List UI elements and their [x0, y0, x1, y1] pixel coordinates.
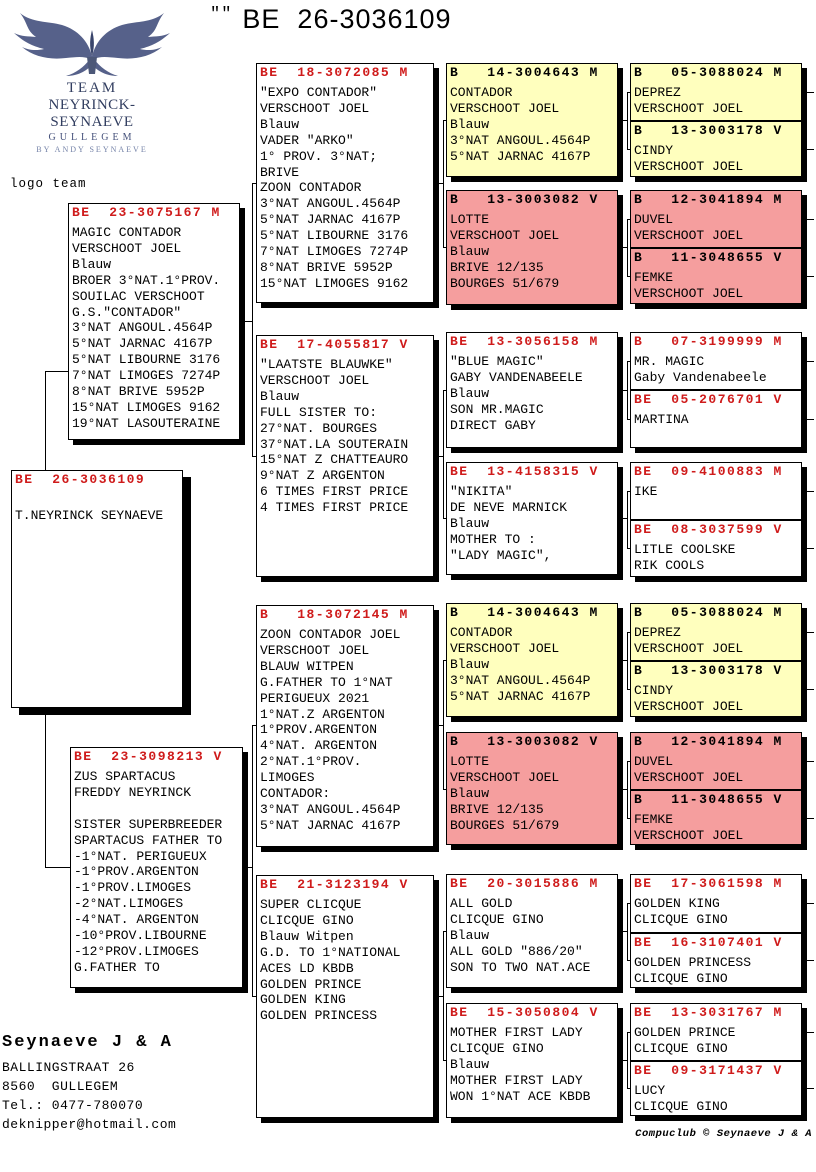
- connector-line: [45, 371, 46, 471]
- pedigree-line: 5°NAT LIBOURNE 3176: [72, 352, 221, 368]
- connector-line: [252, 725, 253, 997]
- pedigree-line: 1°NAT.Z ARGENTON: [260, 706, 385, 722]
- pedigree-box-c4b15: [630, 1003, 802, 1061]
- pedigree-line: "LADY MAGIC",: [450, 547, 552, 563]
- ring-number: BE 26-3036109: [15, 472, 146, 487]
- pedigree-line: 2°NAT.1°PROV.: [260, 754, 362, 770]
- pedigree-line: 15°NAT Z CHATTEAURO: [260, 452, 409, 468]
- pedigree-box-c4b5: [630, 332, 802, 390]
- owner-name: Seynaeve J & A: [2, 1033, 173, 1052]
- connector-line: [806, 761, 814, 762]
- connector-line: [806, 149, 814, 150]
- pedigree-line: 3°NAT ANGOUL.4564P: [260, 196, 401, 212]
- ring-number: B 05-3088024 M: [634, 605, 783, 620]
- pedigree-line: DIRECT GABY: [450, 417, 536, 433]
- pedigree-line: Blauw: [450, 243, 490, 259]
- pedigree-line: -12°PROV.LIMOGES: [74, 943, 199, 959]
- pedigree-line: GABY VANDENABEELE: [450, 369, 583, 385]
- pedigree-line: Blauw: [450, 656, 490, 672]
- pedigree-line: "NIKITA": [450, 484, 513, 499]
- ring-number: BE 13-3031767 M: [634, 1005, 783, 1020]
- pedigree-line: SISTER SUPERBREEDER: [74, 816, 223, 832]
- pedigree-line: BRIVE 12/135: [450, 259, 544, 275]
- ring-number: B 13-3003178 V: [634, 123, 783, 138]
- pedigree-line: G.D. TO 1°NATIONAL: [260, 944, 401, 960]
- connector-line: [252, 183, 253, 457]
- ring-number: BE 23-3098213 V: [74, 749, 223, 764]
- pedigree-line: GOLDEN PRINCE: [634, 1025, 736, 1040]
- ring-number: BE 18-3072085 M: [260, 65, 409, 80]
- pedigree-line: VERSCHOOT JOEL: [634, 827, 744, 843]
- pedigree-line: Blauw: [450, 785, 490, 801]
- pedigree-line: VERSCHOOT JOEL: [450, 227, 560, 243]
- pedigree-line: LIMOGES: [260, 770, 315, 786]
- pedigree-line: 4 TIMES FIRST PRICE: [260, 500, 409, 516]
- connector-line: [627, 491, 628, 549]
- connector-line: [806, 818, 814, 819]
- bird-logo-icon: [12, 10, 172, 82]
- pedigree-line: GOLDEN KING: [260, 992, 346, 1008]
- pedigree-line: FEMKE: [634, 812, 674, 827]
- connector-line: [443, 120, 444, 248]
- pedigree-line: SOUILAC VERSCHOOT: [72, 288, 205, 304]
- pedigree-line: RIK COOLS: [634, 557, 705, 573]
- pedigree-line: 4°NAT. ARGENTON: [260, 738, 378, 754]
- pedigree-line: FULL SISTER TO:: [260, 404, 378, 420]
- pedigree-box-c4b4: [630, 248, 802, 304]
- connector-line: [806, 960, 814, 961]
- title-quotes: "": [210, 5, 233, 24]
- pedigree-line: CINDY: [634, 143, 674, 158]
- pedigree-line: WON 1°NAT ACE KBDB: [450, 1088, 591, 1104]
- pedigree-box-c4b11: [630, 732, 802, 790]
- page-title: [210, 4, 452, 35]
- ring-number: BE 17-3061598 M: [634, 876, 783, 891]
- pedigree-line: ALL GOLD: [450, 896, 513, 911]
- team-logo: [8, 10, 176, 154]
- pedigree-line: -4°NAT. ARGENTON: [74, 912, 199, 928]
- owner-phone: Tel.: 0477-780070: [2, 1098, 144, 1113]
- ring-number: BE 08-3037599 V: [634, 522, 783, 537]
- pedigree-box-c3b3: [446, 332, 618, 448]
- pedigree-line: BRIVE 12/135: [450, 801, 544, 817]
- pedigree-box-c4b16: [630, 1061, 802, 1116]
- pedigree-line: "BLUE MAGIC": [450, 354, 544, 369]
- pedigree-box-c3b8: [446, 1003, 618, 1118]
- pedigree-line: FREDDY NEYRINCK: [74, 784, 192, 800]
- pedigree-line: VERSCHOOT JOEL: [634, 769, 744, 785]
- pedigree-line: 3°NAT ANGOUL.4564P: [72, 320, 213, 336]
- pedigree-line: ACES LD KBDB: [260, 960, 354, 976]
- pedigree-box-c4b14: [630, 933, 802, 988]
- pedigree-line: -2°NAT.LIMOGES: [74, 896, 184, 912]
- pedigree-line: MOTHER FIRST LADY: [450, 1025, 583, 1040]
- pedigree-line: MOTHER TO :: [450, 531, 536, 547]
- ring-number: BE 13-4158315 V: [450, 464, 599, 479]
- pedigree-line: VERSCHOOT JOEL: [450, 100, 560, 116]
- pedigree-line: CLICQUE GINO: [450, 911, 544, 927]
- pedigree-box-c3b5: [446, 603, 618, 717]
- pedigree-line: CLICQUE GINO: [634, 1040, 728, 1056]
- pedigree-line: 3°NAT ANGOUL.4564P: [260, 801, 401, 817]
- pedigree-line: SON MR.MAGIC: [450, 401, 544, 417]
- pedigree-line: VERSCHOOT JOEL: [260, 372, 370, 388]
- pedigree-line: CLICQUE GINO: [450, 1040, 544, 1056]
- pedigree-line: 9°NAT Z ARGENTON: [260, 468, 385, 484]
- pedigree-box-sire: [68, 203, 240, 440]
- connector-line: [806, 419, 814, 420]
- ring-number: BE 21-3123194 V: [260, 877, 409, 892]
- pedigree-box-c2b4: [256, 875, 434, 1118]
- logo-city-text: GULLEGEM: [48, 132, 136, 143]
- connector-line: [443, 390, 444, 519]
- connector-line: [806, 1032, 814, 1033]
- pedigree-line: G.FATHER TO 1°NAT: [260, 674, 393, 690]
- pedigree-line: ZUS SPARTACUS: [74, 769, 176, 784]
- logo-team-text: TEAM: [66, 80, 118, 96]
- compuclub-credit: Compuclub © Seynaeve J & A: [635, 1128, 812, 1140]
- owner-email: deknipper@hotmail.com: [2, 1117, 177, 1132]
- pedigree-line: VERSCHOOT JOEL: [634, 227, 744, 243]
- pedigree-line: VERSCHOOT JOEL: [260, 642, 370, 658]
- pedigree-line: GOLDEN PRINCESS: [260, 1008, 378, 1024]
- pedigree-line: 15°NAT LIMOGES 9162: [72, 399, 221, 415]
- pedigree-line: BROER 3°NAT.1°PROV.: [72, 272, 221, 288]
- pedigree-line: FEMKE: [634, 270, 674, 285]
- pedigree-line: 5°NAT JARNAC 4167P: [72, 336, 213, 352]
- ring-number: BE 15-3050804 V: [450, 1005, 599, 1020]
- pedigree-box-c3b7: [446, 874, 618, 988]
- pedigree-box-c4b10: [630, 661, 802, 717]
- ring-number: B 13-3003178 V: [634, 663, 783, 678]
- ring-number: B 18-3072145 M: [260, 607, 409, 622]
- pedigree-box-c2b2: [256, 335, 434, 577]
- ring-number: B 14-3004643 M: [450, 605, 599, 620]
- pedigree-line: VERSCHOOT JOEL: [634, 640, 744, 656]
- pedigree-line: VERSCHOOT JOEL: [450, 640, 560, 656]
- pedigree-line: Blauw: [450, 927, 490, 943]
- pedigree-line: SPARTACUS FATHER TO: [74, 832, 223, 848]
- ring-number: B 13-3003082 V: [450, 192, 599, 207]
- pedigree-line: -1°NAT. PERIGUEUX: [74, 848, 207, 864]
- pedigree-line: LOTTE: [450, 212, 490, 227]
- pedigree-line: 19°NAT LASOUTERAINE: [72, 415, 221, 431]
- pedigree-line: BLAUW WITPEN: [260, 658, 354, 674]
- pedigree-box-subject: [11, 470, 183, 708]
- pedigree-line: MAGIC CONTADOR: [72, 225, 182, 240]
- connector-line: [45, 867, 71, 868]
- connector-line: [806, 361, 814, 362]
- pedigree-line: VERSCHOOT JOEL: [634, 698, 744, 714]
- ring-number: B 14-3004643 M: [450, 65, 599, 80]
- pedigree-line: Gaby Vandenabeele: [634, 369, 767, 385]
- pedigree-line: 7°NAT LIMOGES 7274P: [260, 244, 409, 260]
- pedigree-line: 3°NAT ANGOUL.4564P: [450, 672, 591, 688]
- pedigree-line: CLICQUE GINO: [634, 1098, 728, 1114]
- pedigree-line: VERSCHOOT JOEL: [72, 240, 182, 256]
- pedigree-box-c3b2: [446, 190, 618, 305]
- ring-number: B 05-3088024 M: [634, 65, 783, 80]
- connector-line: [443, 660, 444, 790]
- title-ring: BE 26-3036109: [242, 4, 452, 34]
- connector-line: [806, 548, 814, 549]
- pedigree-line: 5°NAT JARNAC 4167P: [450, 148, 591, 164]
- pedigree-line: G.FATHER TO: [74, 959, 160, 975]
- ring-number: BE 20-3015886 M: [450, 876, 599, 891]
- pedigree-line: VERSCHOOT JOEL: [634, 285, 744, 301]
- pedigree-line: MR. MAGIC: [634, 354, 705, 369]
- pedigree-line: GOLDEN PRINCESS: [634, 955, 752, 970]
- ring-number: BE 17-4055817 V: [260, 337, 409, 352]
- pedigree-line: ZOON CONTADOR JOEL: [260, 627, 401, 642]
- pedigree-box-c4b3: [630, 190, 802, 248]
- connector-line: [806, 903, 814, 904]
- connector-line: [806, 632, 814, 633]
- pedigree-box-c4b13: [630, 874, 802, 933]
- pedigree-line: Blauw: [260, 388, 300, 404]
- ring-number: BE 05-2076701 V: [634, 392, 783, 407]
- pedigree-line: 5°NAT JARNAC 4167P: [260, 212, 401, 228]
- pedigree-line: "LAATSTE BLAUWKE": [260, 357, 393, 372]
- pedigree-line: 1° PROV. 3°NAT;: [260, 148, 378, 164]
- connector-line: [45, 371, 69, 372]
- pedigree-line: Blauw: [72, 256, 112, 272]
- pedigree-line: LOTTE: [450, 754, 490, 769]
- pedigree-line: DUVEL: [634, 212, 674, 227]
- ring-number: B 13-3003082 V: [450, 734, 599, 749]
- ring-number: BE 09-3171437 V: [634, 1063, 783, 1078]
- pedigree-box-dam: [70, 747, 243, 988]
- connector-line: [806, 689, 814, 690]
- pedigree-line: BOURGES 51/679: [450, 275, 560, 291]
- pedigree-box-c3b4: [446, 462, 618, 575]
- pedigree-line: Blauw: [450, 116, 490, 132]
- connector-line: [627, 903, 628, 961]
- ring-number: B 11-3048655 V: [634, 250, 783, 265]
- owner-address2: 8560 GULLEGEM: [2, 1079, 119, 1094]
- pedigree-line: CONTADOR:: [260, 786, 331, 802]
- pedigree-line: VERSCHOOT JOEL: [450, 769, 560, 785]
- pedigree-line: Blauw Witpen: [260, 928, 354, 944]
- logo-by-text: BY ANDY SEYNAEVE: [36, 145, 148, 154]
- pedigree-line: 7°NAT LIMOGES 7274P: [72, 368, 221, 384]
- pedigree-line: [74, 801, 242, 817]
- ring-number: BE 09-4100883 M: [634, 464, 783, 479]
- ring-number: BE 13-3056158 M: [450, 334, 599, 349]
- pedigree-line: SON TO TWO NAT.ACE: [450, 959, 591, 975]
- pedigree-line: G.S."CONTADOR": [72, 304, 182, 320]
- pedigree-line: GOLDEN KING: [634, 896, 720, 911]
- connector-line: [806, 491, 814, 492]
- pedigree-line: 1°PROV.ARGENTON: [260, 722, 378, 738]
- pedigree-line: 37°NAT.LA SOUTERAIN: [260, 436, 409, 452]
- pedigree-line: 5°NAT JARNAC 4167P: [260, 817, 401, 833]
- pedigree-line: -1°PROV.ARGENTON: [74, 864, 199, 880]
- pedigree-line: CONTADOR: [450, 625, 513, 640]
- pedigree-line: VERSCHOOT JOEL: [634, 158, 744, 174]
- pedigree-line: LUCY: [634, 1083, 666, 1098]
- pedigree-line: Blauw: [450, 1056, 490, 1072]
- connector-line: [627, 1032, 628, 1089]
- pedigree-line: 5°NAT JARNAC 4167P: [450, 688, 591, 704]
- pedigree-line: SUPER CLICQUE: [260, 897, 362, 912]
- ring-number: BE 16-3107401 V: [634, 935, 783, 950]
- pedigree-line: 6 TIMES FIRST PRICE: [260, 484, 409, 500]
- connector-line: [45, 708, 46, 868]
- pedigree-box-c4b9: [630, 603, 802, 661]
- pedigree-line: VERSCHOOT JOEL: [634, 100, 744, 116]
- pedigree-line: CLICQUE GINO: [634, 911, 728, 927]
- pedigree-line: Blauw: [450, 515, 490, 531]
- connector-line: [806, 276, 814, 277]
- pedigree-box-c3b6: [446, 732, 618, 845]
- pedigree-line: MOTHER FIRST LADY: [450, 1072, 583, 1088]
- pedigree-line: GOLDEN PRINCE: [260, 976, 362, 992]
- logo-caption: logo team: [10, 177, 87, 191]
- ring-number: B 07-3199999 M: [634, 334, 783, 349]
- pedigree-line: "EXPO CONTADOR": [260, 85, 378, 100]
- pedigree-line: VADER "ARKO": [260, 132, 354, 148]
- ring-number: B 12-3041894 M: [634, 734, 783, 749]
- pedigree-line: DE NEVE MARNICK: [450, 499, 568, 515]
- connector-line: [627, 219, 628, 277]
- pedigree-line: CINDY: [634, 683, 674, 698]
- pedigree-line: -10°PROV.LIBOURNE: [74, 928, 207, 944]
- connector-line: [627, 761, 628, 819]
- owner-address1: BALLINGSTRAAT 26: [2, 1060, 135, 1075]
- owner-block: [2, 1033, 176, 1134]
- pedigree-line: MARTINA: [634, 412, 689, 427]
- pedigree-line: PERIGUEUX 2021: [260, 690, 370, 706]
- pedigree-line: 3°NAT ANGOUL.4564P: [450, 132, 591, 148]
- pedigree-line: -1°PROV.LIMOGES: [74, 880, 192, 896]
- connector-line: [806, 1088, 814, 1089]
- pedigree-box-c3b1: [446, 63, 618, 177]
- ring-number: B 11-3048655 V: [634, 792, 783, 807]
- pedigree-line: CLICQUE GINO: [634, 970, 728, 986]
- ring-number: B 12-3041894 M: [634, 192, 783, 207]
- pedigree-line: Blauw: [260, 116, 300, 132]
- connector-line: [627, 632, 628, 690]
- pedigree-line: VERSCHOOT JOEL: [260, 100, 370, 116]
- connector-line: [627, 92, 628, 150]
- pedigree-box-c4b6: [630, 390, 802, 448]
- connector-line: [627, 361, 628, 420]
- pedigree-line: 8°NAT BRIVE 5952P: [260, 259, 393, 275]
- pedigree-line: 27°NAT. BOURGES: [260, 420, 378, 436]
- pedigree-line: DEPREZ: [634, 85, 681, 100]
- connector-line: [443, 931, 444, 1061]
- pedigree-line: 15°NAT LIMOGES 9162: [260, 275, 409, 291]
- pedigree-line: LITLE COOLSKE: [634, 542, 736, 557]
- connector-line: [806, 92, 814, 93]
- pedigree-line: [15, 492, 182, 508]
- pedigree-box-c4b8: [630, 520, 802, 577]
- pedigree-line: 8°NAT BRIVE 5952P: [72, 384, 205, 400]
- pedigree-line: BOURGES 51/679: [450, 817, 560, 833]
- pedigree-box-c2b1: [256, 63, 434, 303]
- logo-name-text: NEYRINCK-SEYNAEVE: [48, 97, 136, 130]
- pedigree-line: 5°NAT LIBOURNE 3176: [260, 228, 409, 244]
- pedigree-box-c4b1: [630, 63, 802, 121]
- pedigree-line: Blauw: [450, 385, 490, 401]
- ring-number: BE 23-3075167 M: [72, 205, 221, 220]
- pedigree-line: DEPREZ: [634, 625, 681, 640]
- pedigree-line: BRIVE: [260, 164, 300, 180]
- pedigree-box-c4b12: [630, 790, 802, 845]
- pedigree-line: ALL GOLD "886/20": [450, 943, 583, 959]
- pedigree-box-c4b7: [630, 462, 802, 520]
- pedigree-line: CONTADOR: [450, 85, 513, 100]
- pedigree-box-c4b2: [630, 121, 802, 177]
- pedigree-line: DUVEL: [634, 754, 674, 769]
- pedigree-box-c2b3: [256, 605, 434, 847]
- pedigree-line: T.NEYRINCK SEYNAEVE: [15, 507, 164, 523]
- connector-line: [806, 219, 814, 220]
- pedigree-line: IKE: [634, 484, 658, 499]
- pedigree-line: ZOON CONTADOR: [260, 180, 362, 196]
- pedigree-line: CLICQUE GINO: [260, 912, 354, 928]
